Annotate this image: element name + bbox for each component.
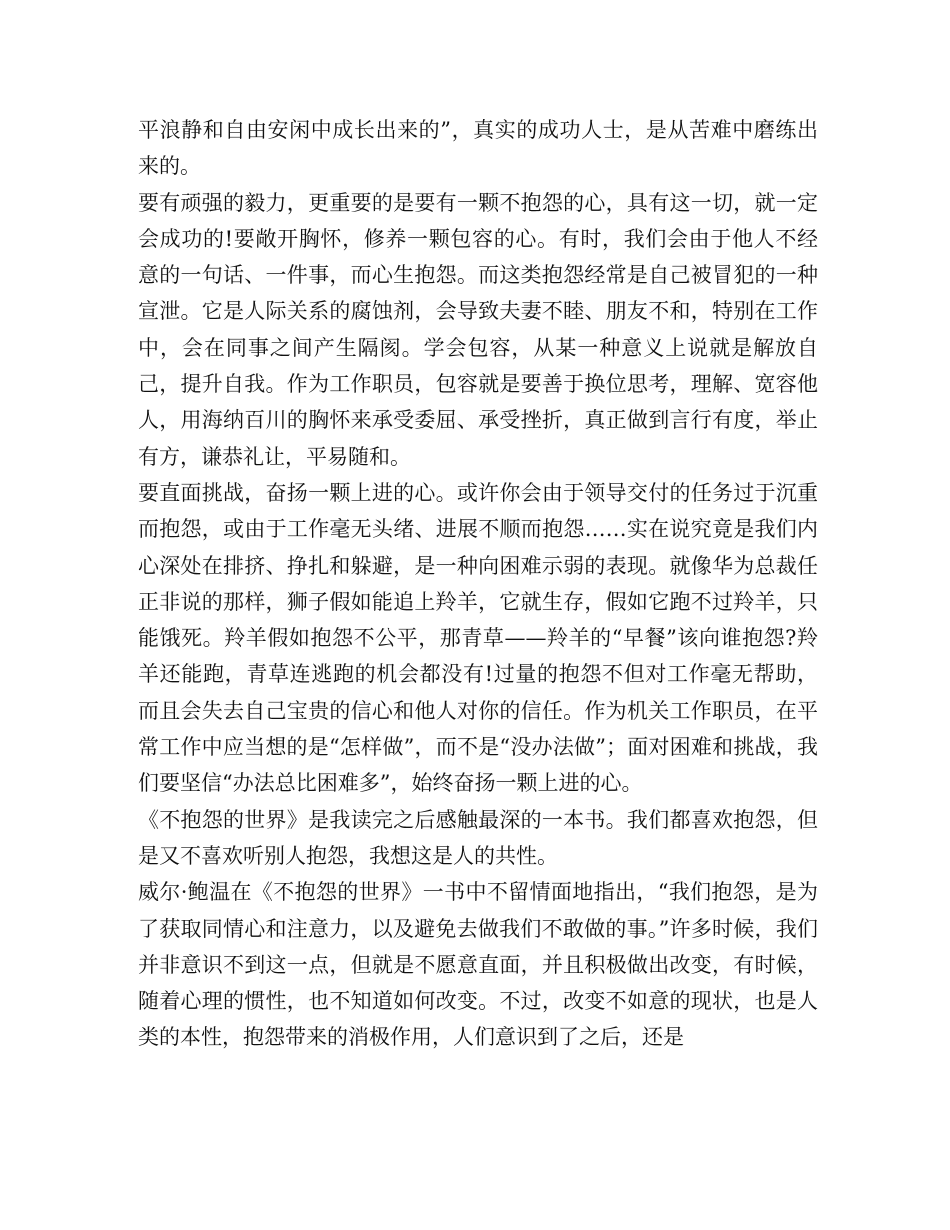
paragraph-5: 威尔·鲍温在《不抱怨的世界》一书中不留情面地指出，“我们抱怨，是为了获取同情心和注意力，以及避免去做我们不敢做的事。”许多时候，我们并非意识不到这一点，但就是不愿意直面，并且积极做出改变，有时候，随着心理的惯性，也不知道如何改变。不过，改变不如意的现状，也是人类的本性，抱怨带来的消极作用，人们意识到了之后，还是 — [138, 880, 818, 1050]
document-body — [138, 112, 818, 1056]
paragraph-4: 《不抱怨的世界》是我读完之后感触最深的一本书。我们都喜欢抱怨，但是又不喜欢听别人抱怨，我想这是人的共性。 — [138, 807, 818, 868]
paragraph-2: 要有顽强的毅力，更重要的是要有一颗不抱怨的心，具有这一切，就一定会成功的!要敞开胸怀，修养一颗包容的心。有时，我们会由于他人不经意的一句话、一件事，而心生抱怨。而这类抱怨经常是自己被冒犯的一种宣泄。它是人际关系的腐蚀剂，会导致夫妻不睦、朋友不和，特别在工作中，会在同事之间产生隔阂。学会包容，从某一种意义上说就是解放自己，提升自我。作为工作职员，包容就是要善于换位思考，理解、宽容他人，用海纳百川的胸怀来承受委屈、承受挫折，真正做到言行有度，举止有方，谦恭礼让，平易随和。 — [138, 190, 818, 469]
paragraph-1: 平浪静和自由安闲中成长出来的”，真实的成功人士，是从苦难中磨练出来的。 — [138, 118, 818, 179]
paragraph-3: 要直面挑战，奋扬一颗上进的心。或许你会由于领导交付的任务过于沉重而抱怨，或由于工作毫无头绪、进展不顺而抱怨……实在说究竟是我们内心深处在排挤、挣扎和躲避，是一种向困难示弱的表现。就像华为总裁任正非说的那样，狮子假如能追上羚羊，它就生存，假如它跑不过羚羊，只能饿死。羚羊假如抱怨不公平，那青草——羚羊的“早餐”该向谁抱怨?羚羊还能跑，青草连逃跑的机会都没有!过量的抱怨不但对工作毫无帮助，而且会失去自己宝贵的信心和他人对你的信任。作为机关工作职员，在平常工作中应当想的是“怎样做”，而不是“没办法做”；面对困难和挑战，我们要坚信“办法总比困难多”，始终奋扬一颗上进的心。 — [138, 480, 818, 796]
